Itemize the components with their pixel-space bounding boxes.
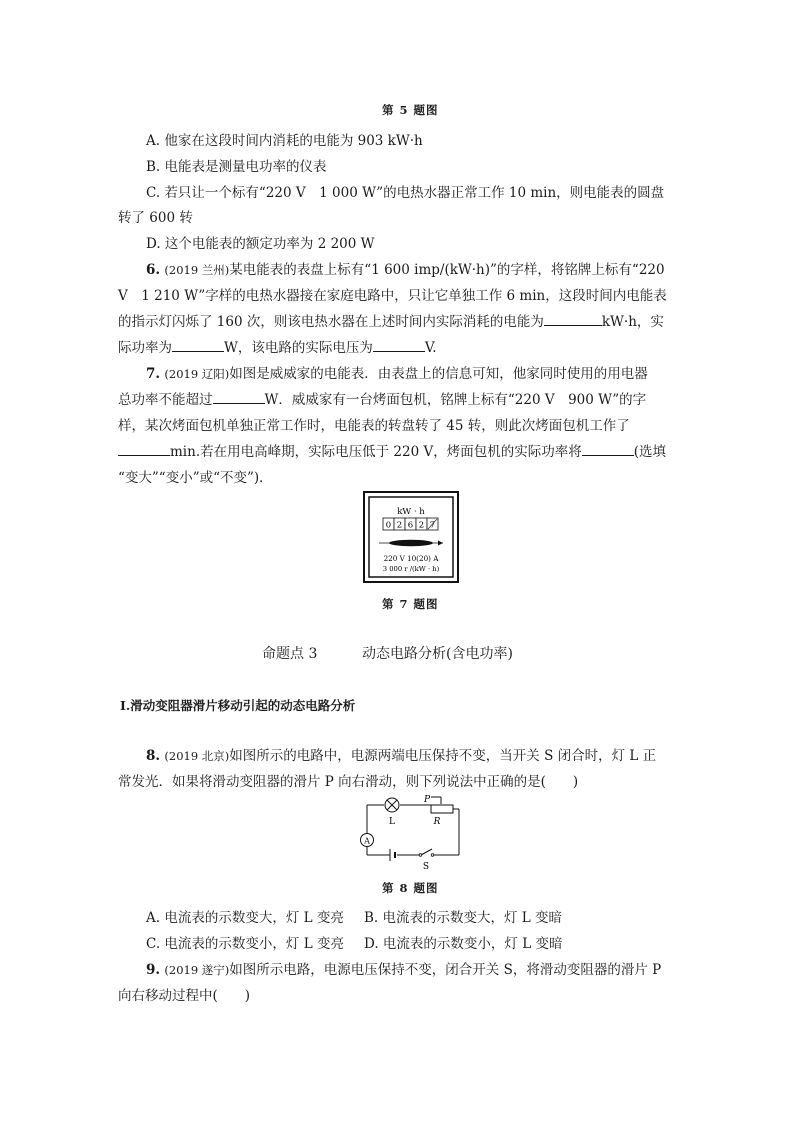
meter-digit-boxes [383,518,438,531]
lamp-label: L [389,817,395,827]
rheostat-icon [431,805,453,813]
q6-line4 [118,336,437,356]
q8-source: (2019 北京) [164,749,230,763]
q9-line2: 向右移动过程中( ) [118,988,251,1004]
q5-option-b: B. 电能表是测量电功率的仪表 [146,159,327,175]
slider-label: P [423,795,431,805]
q7-number: 7. [146,366,161,382]
q5-option-a: A. 他家在这段时间内消耗的电能为 903 kW·h [146,133,423,149]
q5-option-c-line1: C. 若只让一个标有“220 V 1 000 W”的电热水器正常工作 10 min，则电能表的圆盘 [146,185,665,201]
q6-text4a: 际功率为 [118,340,172,356]
lamp-icon [385,798,399,812]
q7-text4b: (选填 [633,444,666,460]
q6-text4b: W，该电路的实际电压为 [224,340,373,356]
q7-line5: “变大”“变小”或“不变”)． [118,470,273,486]
q7-line2 [118,388,646,408]
section-label: 命题点 3 [262,646,318,662]
q6-blank-voltage [373,339,425,352]
fig8-caption: 第 8 题图 [382,881,439,895]
meter-revolutions: 3 000 r /(kW · h) [382,565,440,573]
q7-text2b: W．威威家有一台烤面包机，铭牌上标有“220 V 900 W”的字 [264,392,647,408]
resistor-label: R [433,817,441,827]
q7-source: (2019 辽阳) [164,367,230,381]
q7-line3: 样，某次烤面包机单独正常工作时，电能表的转盘转了 45 转，则此次烤面包机工作了 [118,418,630,434]
q6-text1: 某电能表的表盘上标有“1 600 imp/(kW·h)”的字样，将铭牌上标有“220 [229,262,665,278]
q9-text1: 如图所示电路，电源电压保持不变，闭合开关 S，将滑动变阻器的滑片 P [229,962,662,978]
q8-option-a: A. 电流表的示数变大，灯 L 变亮 [146,910,344,926]
q6-text3b: kW·h，实 [601,314,664,330]
q9-number: 9. [146,962,161,978]
subsection-title: Ⅰ.滑动变阻器滑片移动引起的动态电路分析 [120,698,356,713]
q5-option-d: D. 这个电能表的额定功率为 2 200 W [146,236,375,252]
section-title: 动态电路分析(含电功率) [362,646,513,662]
meter-digit: 2 [418,520,425,531]
q6-blank-energy [544,313,602,326]
q9-line1 [146,958,661,978]
q7-text4a: min.若在用电高峰期，实际电压低于 220 V，烤面包机的实际功率将 [170,444,582,460]
q7-blank-time [118,443,170,456]
ammeter-label: A [364,836,370,846]
switch-icon [419,854,422,857]
q6-source: (2019 兰州) [164,263,230,277]
meter-digit: 7 [429,520,436,531]
q6-text4c: V. [424,340,437,356]
q8-option-d: D. 电流表的示数变小，灯 L 变暗 [364,936,563,952]
q8-option-b: B. 电流表的示数变大，灯 L 变暗 [364,910,563,926]
q7-blank-change [582,443,634,456]
q6-line2: V 1 210 W”字样的电热水器接在家庭电路中，只让它单独工作 6 min，这段时间内电能表 [118,288,667,304]
meter-digit: 0 [385,520,392,531]
fig7-caption: 第 7 题图 [382,597,439,611]
switch-label: S [422,862,430,872]
q6-line3 [118,310,664,330]
q7-line4 [118,440,666,460]
meter-unit: kW · h [397,507,425,517]
fig5-caption: 第 5 题图 [382,103,439,117]
meter-digit: 6 [407,520,414,531]
circuit-diagram [355,793,465,873]
q9-source: (2019 遂宁) [164,963,230,977]
electric-meter-figure [363,491,459,583]
q5-option-c-line2: 转了 600 转 [118,210,193,226]
q7-text2a: 总功率不能超过 [118,392,213,408]
ammeter-icon [361,834,374,847]
q8-line1 [146,744,656,764]
q8-line2: 常发光．如果将滑动变阻器的滑片 P 向右滑动，则下列说法中正确的是( ) [118,774,579,790]
q6-number: 6. [146,262,161,278]
q6-blank-power [172,339,224,352]
q7-blank-max-power [213,391,265,404]
q8-option-c: C. 电流表的示数变小，灯 L 变亮 [146,936,344,952]
q7-line1 [146,362,648,382]
q6-text3a: 的指示灯闪烁了 160 次，则该电热水器在上述时间内实际消耗的电能为 [118,314,544,330]
q6-line1 [146,258,665,278]
meter-rating: 220 V 10(20) A [383,554,439,563]
q8-number: 8. [146,748,161,764]
q8-text1: 如图所示的电路中，电源两端电压保持不变，当开关 S 闭合时，灯 L 正 [229,748,657,764]
q7-text1: 如图是威威家的电能表．由表盘上的信息可知，他家同时使用的用电器 [229,366,648,382]
meter-digit: 2 [396,520,403,531]
